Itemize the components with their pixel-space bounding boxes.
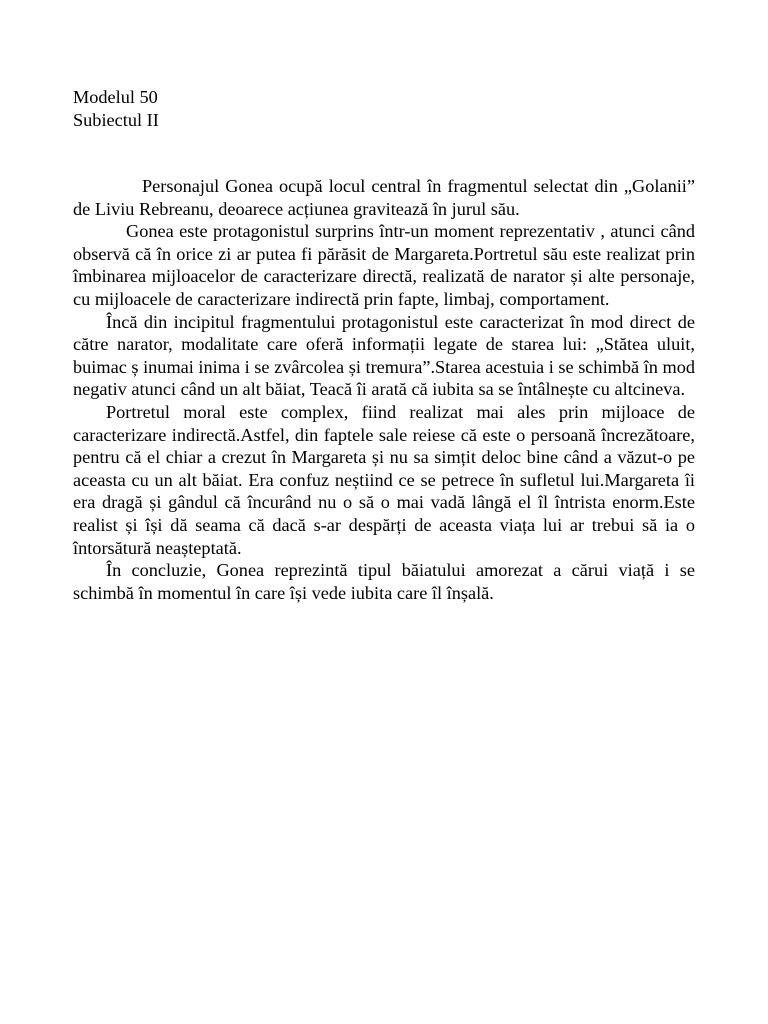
essay-body	[73, 175, 695, 604]
subject-label: Subiectul II	[73, 109, 159, 130]
paragraph-portrait: Gonea este protagonistul surprins într-un moment reprezentativ , atunci când observă că în orice zi ar putea fi părăsit de Margareta.Portretul său este realizat prin îmbinarea mijloacelor de caracterizare directă, realizată de narator și alte personaje, cu mijloacele de caracterizare indirectă prin fapte, limbaj, comportament.	[73, 221, 695, 309]
document-header	[73, 86, 373, 131]
paragraph-intro: Personajul Gonea ocupă locul central în fragmentul selectat din „Golanii” de Liviu Rebreanu, deoarece acțiunea gravitează în jurul său.	[73, 176, 695, 219]
paragraph-moral-portrait: Portretul moral este complex, fiind realizat mai ales prin mijloace de caracterizare indirectă.Astfel, din faptele sale reiese că este o persoană încrezătoare, pentru că el chiar a crezut în Margareta și nu sa simțit deloc bine când a văzut-o pe aceasta cu un alt băiat. Era confuz neștiind ce se petrece în sufletul lui.Margareta îi era dragă și gândul că încurând nu o să o mai vadă lângă el îl întrista enorm.Este realist și își dă seama că dacă s-ar despărți de aceasta viața lui ar trebui să ia o întorsătură neașteptată.	[73, 401, 695, 558]
paragraph-conclusion: În concluzie, Gonea reprezintă tipul băiatului amorezat a cărui viață i se schimbă în momentul în care își vede iubita care îl înșală.	[73, 560, 695, 603]
model-number: Modelul 50	[73, 87, 158, 107]
paragraph-direct-characterization: Încă din incipitul fragmentului protagonistul este caracterizat în mod direct de către narator, modalitate care oferă informații legate de starea lui: „Stătea uluit, buimac ș inumai inima i se zvârcolea și tremura”.Starea acestuia i se schimbă în mod negativ atunci când un alt băiat, Teacă îi arată că iubita sa se întâlnește cu altcineva.	[73, 311, 695, 400]
